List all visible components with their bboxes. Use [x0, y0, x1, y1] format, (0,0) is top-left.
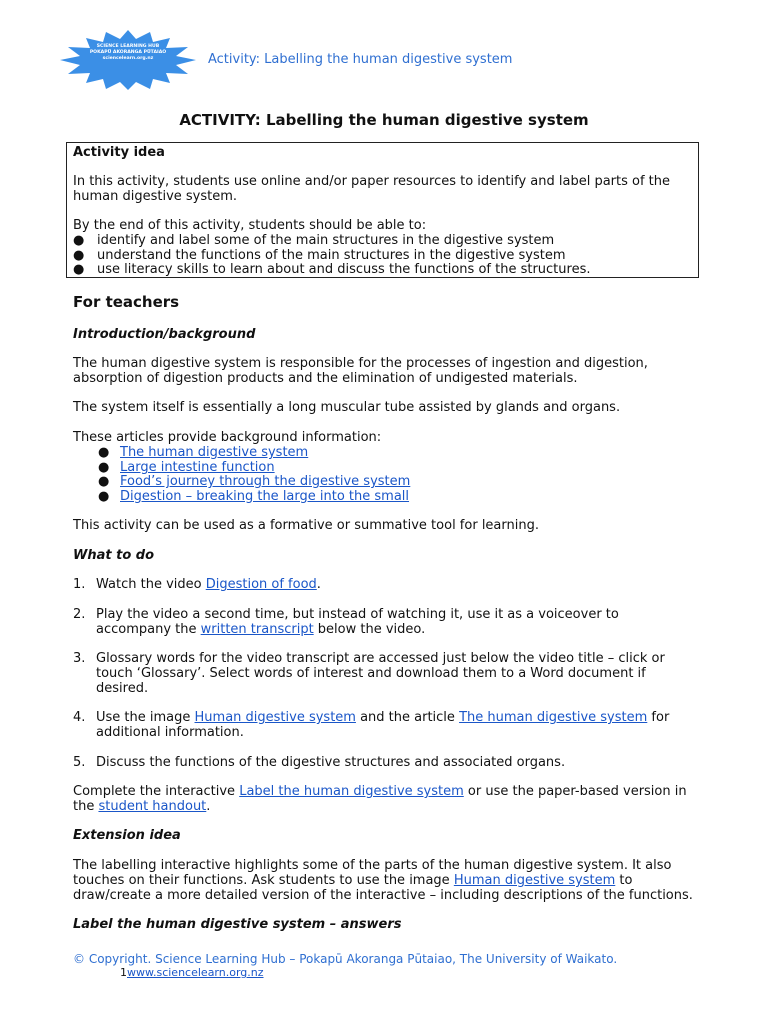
copyright: © Copyright. Science Learning Hub – Pokapū Akoranga Pūtaiao, The University of Waikato.	[73, 952, 618, 966]
extension-heading: Extension idea	[73, 828, 181, 843]
page-title: ACTIVITY: Labelling the human digestive system	[179, 111, 589, 129]
intro-paragraph-2: The system itself is essentially a long muscular tube assisted by glands and organs.	[73, 400, 621, 415]
article-link-1[interactable]: The human digestive system	[120, 445, 309, 460]
footer-page	[120, 966, 264, 979]
intro-paragraph-1: The human digestive system is responsible for the processes of ingestion and digestion, absorption of digestion products and the elimination of undigested materials.	[73, 356, 648, 386]
header-title: Activity: Labelling the human digestive system	[208, 52, 513, 67]
logo	[58, 30, 198, 90]
handout-link[interactable]: student handout	[98, 799, 207, 814]
video-link[interactable]: Digestion of food	[205, 577, 317, 592]
page-number: 1	[120, 966, 127, 979]
logo-line-1: SCIENCE LEARNING HUB	[96, 44, 160, 49]
article-link-2[interactable]: Large intestine function	[120, 460, 275, 475]
logo-line-3: sciencelearn.org.nz	[102, 56, 154, 61]
article-link-4[interactable]: Digestion – breaking the large into the small	[120, 489, 410, 504]
activity-intro: In this activity, students use online and/or paper resources to identify and label parts of the human digestive system.	[73, 174, 671, 204]
extension-paragraph: The labelling interactive highlights some of the parts of the human digestive system. It also touches on their functions. Ask students to use the image Human digestive system to draw/create a more detailed version of the interactive – including descriptions of the functions.	[73, 858, 693, 903]
interactive-link[interactable]: Label the human digestive system	[239, 784, 464, 799]
extension-image-link[interactable]: Human digestive system	[453, 873, 616, 888]
activity-idea-box: Activity idea In this activity, students use online and/or paper resources to identify and label parts of the human digestive system. By the end of this activity, students should be able to: ● identify and label some of the main structures in the digestive system ● understand the functions of the main structures in the digestive system ● use literacy skills to learn about and discuss the functions of the structures.	[66, 142, 699, 278]
article-link[interactable]: The human digestive system	[459, 710, 648, 725]
transcript-link[interactable]: written transcript	[200, 622, 314, 637]
answers-heading: Label the human digestive system – answers	[73, 917, 402, 932]
site-link[interactable]: www.sciencelearn.org.nz	[127, 966, 264, 979]
intro-heading: Introduction/background	[73, 327, 256, 342]
image-link[interactable]: Human digestive system	[194, 710, 356, 725]
for-teachers-heading: For teachers	[73, 293, 180, 311]
logo-line-2: POKAPŪ AKORANGA PŪTAIAO	[89, 50, 167, 55]
intro-paragraph-3: These articles provide background information:	[73, 430, 382, 445]
complete-paragraph: Complete the interactive Label the human digestive system or use the paper-based version in the student handout.	[73, 784, 687, 814]
what-to-do-heading: What to do	[73, 548, 155, 563]
usage-paragraph: This activity can be used as a formative or summative tool for learning.	[73, 518, 539, 533]
activity-idea-heading: Activity idea	[73, 145, 165, 160]
outcomes-lead: By the end of this activity, students should be able to:	[73, 218, 427, 233]
article-link-3[interactable]: Food’s journey through the digestive system	[120, 474, 411, 489]
